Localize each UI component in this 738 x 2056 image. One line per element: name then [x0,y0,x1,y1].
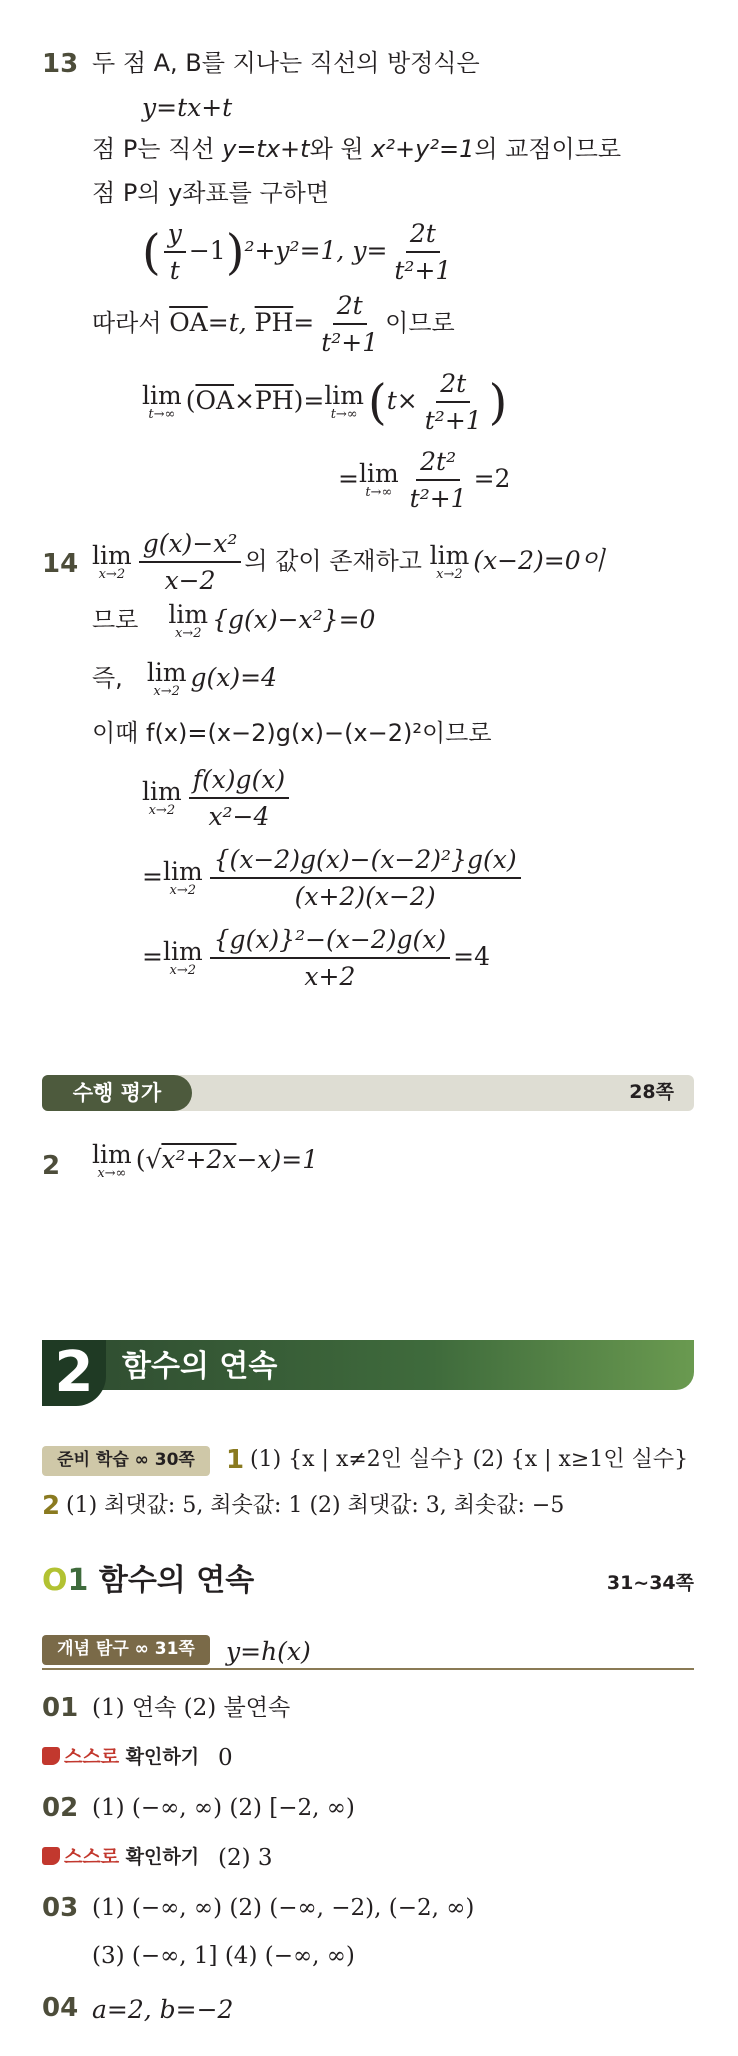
problem-14-number: 14 [42,549,79,579]
p14-l1-lim2-sub: x→2 [436,566,463,582]
p13-line-5 [142,218,458,287]
p14-l7-lim-word: lim [162,936,203,966]
p14-l1-lim2 [429,540,470,582]
p14-l2-lim-sub: x→2 [174,626,202,641]
p13-l6e: = [293,307,315,337]
p14-l6-lim-sub: x→2 [169,882,197,898]
p13-l7-lim1-sub: t→∞ [148,406,176,422]
p13-l3c: 와 원 [309,135,372,163]
section-o-mark: O [42,1563,68,1598]
p14-line-2 [92,602,375,641]
prep-answer-2: (1) 최댓값: 5, 최솟값: 1 (2) 최댓값: 3, 최솟값: −5 [66,1493,565,1518]
p13-l7b: $\overline{OA}$ [195,385,235,415]
p14-l6-lim-word: lim [162,856,203,886]
p14-l6-fden: (x+2)(x−2) [294,882,436,912]
p13-line-6 [92,290,455,359]
answer-01-text: (1) 연속 (2) 불연속 [92,1695,291,1721]
answer-04-number: 04 [42,1993,79,2023]
p14-l1-lim1-word: lim [92,540,132,570]
eval-answer-lim-sub: x→∞ [97,1166,127,1181]
p13-l6b: $\overline{OA}$ [169,307,208,337]
p13-line-3 [92,134,621,164]
p13-l7d: $\overline{PH}$ [254,385,294,415]
p13-l5-mid: −1 [188,235,226,265]
p14-l7-fden: x+2 [304,962,356,992]
self-check-1-red: 스스로 [64,1746,120,1768]
p13-l7-lim2-word: lim [324,380,365,410]
answer-01-number: 01 [42,1693,79,1723]
p13-l7-lim2 [324,380,365,422]
p14-l7-fnum: {g(x)}²−(x−2)g(x) [213,925,447,954]
p14-l5-frac [189,764,289,833]
p14-l1-lim1 [92,540,132,582]
p14-line-5 [142,764,292,833]
p14-l5-fden: x²−4 [208,802,270,832]
prep-answer-1: (1) {x | x≠2인 실수} (2) {x | x≥1인 실수} [250,1447,689,1472]
p13-l7f: t× [386,385,418,415]
self-check-1-value: 0 [218,1745,233,1771]
p13-l7-frac [421,368,486,437]
eval-answer-lim-word: lim [92,1140,132,1169]
p13-l7-paren-open: ( [368,374,387,431]
p14-l1b: (x−2)=0이 [473,545,605,575]
eval-answer-number: 2 [42,1151,61,1181]
p13-line-1: 두 점 A, B를 지나는 직선의 방정식은 [92,49,480,77]
self-check-2 [42,1846,199,1870]
p13-line-2 [142,92,232,123]
p13-l7a: ( [185,385,196,415]
answer-03-text: (1) (−∞, ∞) (2) (−∞, −2), (−2, ∞) [92,1895,475,1921]
concept-answer-eq: y=h(x) [226,1637,311,1666]
p13-l7-lim2-sub: t→∞ [330,406,358,422]
p13-l5-fden: t²+1 [394,256,452,286]
answer-03-text-2: (3) (−∞, 1] (4) (−∞, ∞) [92,1943,355,1969]
answer-02-number: 02 [42,1793,79,1823]
self-check-2-red: 스스로 [64,1846,120,1868]
answer-02-text: (1) (−∞, ∞) (2) [−2, ∞) [92,1795,355,1821]
p13-l7-lim1 [142,380,182,422]
p13-l8-lim-sub: t→∞ [365,484,393,500]
p13-l6a: 따라서 [92,308,170,337]
prep-answer-1-number: 1 [226,1445,245,1475]
p13-line-4: 점 P의 y좌표를 구하면 [92,179,330,207]
p14-line-4: 이때 f(x)=(x−2)g(x)−(x−2)²이므로 [92,719,492,747]
p13-line-8 [338,446,510,515]
p13-line-2-eq: y=tx+t [142,93,233,122]
self-check-2-label: 확인하기 [119,1846,200,1868]
p13-l6-fden: t²+1 [321,328,379,358]
hand-check-icon [42,1747,60,1765]
p14-l1-fden: x−2 [164,566,216,596]
section-one-mark: 1 [67,1563,89,1598]
p14-l2-lim-word: lim [168,600,209,629]
p13-l8a: = [338,463,359,493]
problem-13-number: 13 [42,49,79,79]
p14-l7a: = [142,941,163,971]
p13-l3a: 점 P는 직선 [92,135,223,163]
section-heading [42,1562,254,1600]
p14-l1a: 의 값이 존재하고 [244,546,430,575]
p14-l7-lim [162,936,203,978]
chapter-title: 함수의 연속 [122,1349,278,1384]
p14-l3b: g(x)=4 [190,663,277,693]
eval-answer-lim [92,1142,132,1181]
p13-l7-fnum: 2t [440,369,467,398]
p13-l3b: y=tx+t [222,135,310,163]
p14-l6-frac [210,844,521,913]
p13-l3d: x²+y²=1 [371,135,475,163]
p14-l1-fnum: g(x)−x² [142,529,238,558]
concept-explore-tag: 개념 탐구 ∞ 31쪽 [42,1635,210,1665]
self-check-1-label: 확인하기 [119,1746,200,1768]
p14-l3-lim-sub: x→2 [153,684,180,699]
p13-l7-paren-close: ) [488,374,508,431]
p14-l6a: = [142,861,163,891]
performance-eval-tag: 수행 평가 [42,1075,192,1111]
answer-03-number: 03 [42,1893,79,1923]
p14-l2a: 므로 [92,606,139,635]
p14-line-6 [142,844,524,913]
p14-l7-frac [210,924,450,993]
p14-line-7 [142,924,490,993]
p13-l8b: =2 [473,463,511,493]
eval-answer-rest: −x)=1 [236,1145,319,1175]
hand-check-icon [42,1847,60,1865]
p14-l7-lim-sub: x→2 [169,962,197,978]
p14-line-3 [92,660,277,699]
p13-l8-fnum: 2t² [420,447,457,476]
p13-l6c: =t, [207,307,255,337]
chapter-number: 2 [42,1340,106,1406]
p13-l7-fden: t²+1 [424,406,482,436]
p14-l3-lim [147,660,187,699]
p14-l2-lim [168,602,208,641]
self-check-1 [42,1746,199,1770]
p14-l6-fnum: {(x−2)g(x)−(x−2)²}g(x) [213,845,517,874]
p13-l5-num: y [167,219,182,248]
prep-study-tag: 준비 학습 ∞ 30쪽 [42,1446,210,1476]
p14-l3-lim-word: lim [146,658,187,687]
performance-eval-bar [42,1075,694,1111]
p13-l5-frac2 [390,218,455,287]
concept-underline [42,1668,694,1670]
p13-l8-lim-word: lim [358,458,399,488]
p14-l5-lim [142,776,182,818]
p13-l7e: )= [293,385,325,415]
p13-l7c: × [234,385,255,415]
answer-04-text [92,1994,233,2025]
p14-l7b: =4 [453,941,490,971]
p14-l1-lim2-word: lim [429,540,470,570]
p13-l5-paren-close: ) [225,224,245,281]
p14-line-1 [92,528,605,597]
sqrt-symbol: √ [145,1145,162,1175]
p13-line-7 [142,368,507,437]
performance-eval-page: 28쪽 [629,1081,674,1103]
p13-l6-frac [317,290,382,359]
p13-l5-rest: ²+y²=1, y= [244,235,388,265]
concept-answer [226,1636,311,1667]
p14-l5-lim-word: lim [142,776,182,806]
p14-l3a: 즉, [92,664,123,693]
p13-l6d: $\overline{PH}$ [254,307,294,337]
prep-answer-2-number: 2 [42,1491,61,1521]
eval-answer-open: ( [135,1145,146,1175]
p13-l5-fnum: 2t [409,219,436,248]
p14-l5-lim-sub: x→2 [148,802,176,818]
p13-l8-fden: t²+1 [409,484,467,514]
section-title: 함수의 연속 [98,1563,255,1598]
p13-l6-fnum: 2t [336,291,363,320]
p14-l1-frac [139,528,242,597]
answer-04-eq: a=2, b=−2 [92,1995,234,2024]
eval-answer-radicand: x²+2x [161,1145,237,1175]
p13-l5-paren-open: ( [142,224,161,281]
p13-l8-frac [406,446,471,515]
p13-l5-frac [164,218,186,287]
p13-l5-den: t [169,256,180,286]
p13-l8-lim [358,458,399,500]
eval-answer-expr [92,1142,318,1181]
self-check-2-value: (2) 3 [218,1845,273,1871]
p14-l6-lim [162,856,203,898]
p13-l3e: 의 교점이므로 [474,135,622,163]
p13-l7-lim1-word: lim [142,380,182,410]
p14-l2b: {g(x)−x²}=0 [212,605,376,635]
p14-l1-lim1-sub: x→2 [98,566,126,582]
p13-l6f: 이므로 [385,308,455,337]
section-pages: 31~34쪽 [606,1572,694,1594]
p14-l5-fnum: f(x)g(x) [192,765,286,794]
